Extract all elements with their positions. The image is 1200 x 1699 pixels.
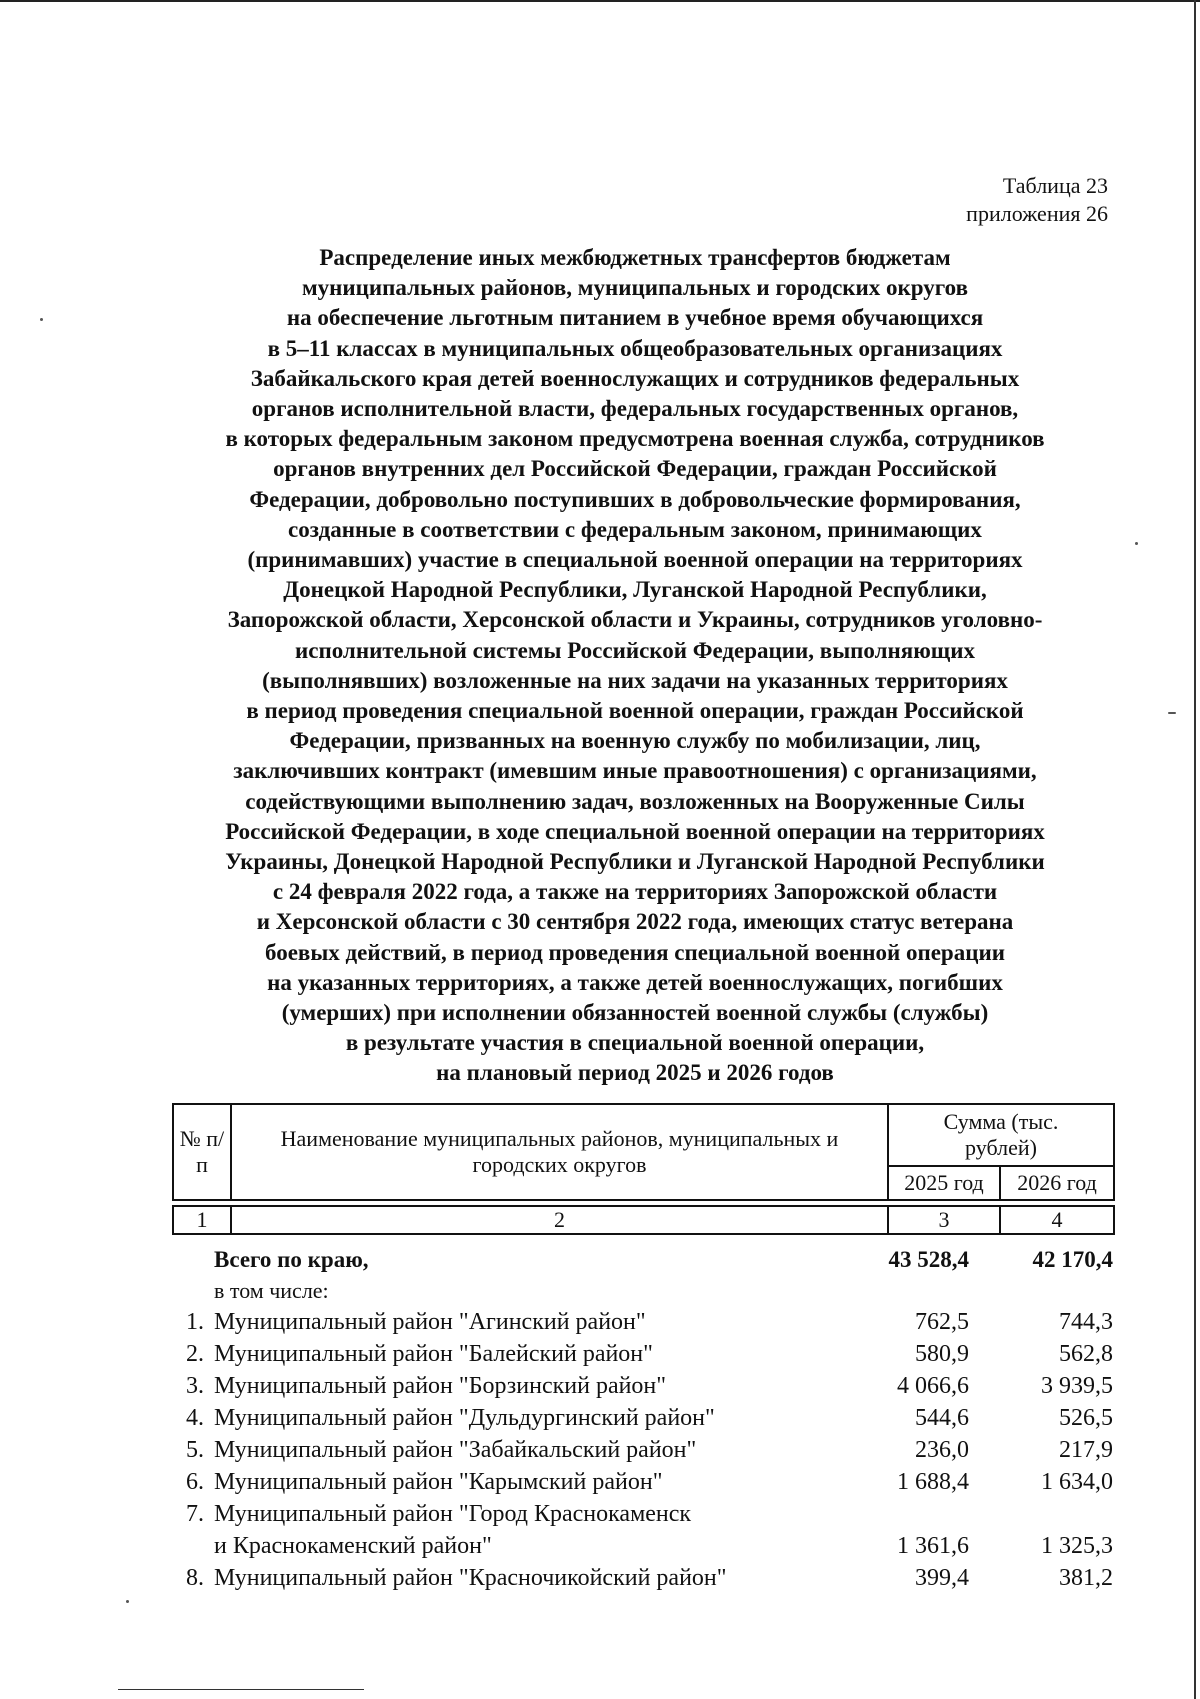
row-2026: 562,8 [1059,1341,1113,1367]
row-2025: 580,9 [915,1341,969,1367]
row-number: 6. [186,1469,204,1495]
title-line: на плановый период 2025 и 2026 годов [436,1060,834,1086]
table-row [172,1434,1113,1466]
row-2026: 217,9 [1059,1437,1113,1463]
table-row [172,1562,1113,1594]
row-number: 8. [186,1565,204,1591]
document-title [150,243,1120,1089]
header-year-2025: 2025 год [888,1166,1000,1200]
row-name: Муниципальный район "Карымский район" [214,1469,663,1495]
row-name: Муниципальный район "Балейский район" [214,1341,653,1367]
title-line: созданные в соответствии с федеральным законом, принимающих [288,516,982,542]
row-2025: 4 066,6 [897,1373,969,1399]
scan-bottom-line [118,1689,364,1690]
title-line: Украины, Донецкой Народной Республики и Луганской Народной Республики [225,849,1045,875]
including-row [172,1276,1113,1306]
row-2026: 744,3 [1059,1309,1113,1335]
scan-top-edge [0,0,1200,2]
title-line: и Херсонской области с 30 сентября 2022 года, имеющих статус ветерана [256,909,1014,935]
title-line: муниципальных районов, муниципальных и городских округов [301,275,968,301]
table-row [172,1338,1113,1370]
table-row [172,1498,1113,1562]
row-name: Муниципальный район "Забайкальский район" [214,1437,697,1463]
title-line: в 5–11 классах в муниципальных общеобразовательных организациях [267,335,1003,361]
title-line: (умерших) при исполнении обязанностей военной службы (службы) [281,1000,989,1026]
row-2026: 381,2 [1059,1565,1113,1591]
header-num-cell [173,1104,231,1200]
row-name: Муниципальный район "Борзинский район" [214,1373,667,1399]
total-2026: 42 170,4 [1032,1247,1113,1272]
header-num: № п/п [179,1126,225,1177]
row-name-line: и Краснокаменский район" [214,1533,492,1559]
header-sum-cell [888,1104,1114,1166]
table-body [172,1238,1113,1594]
title-line: заключивших контракт (имевшим иные правоотношения) с организациями, [233,758,1037,784]
scan-speck [126,1600,129,1603]
title-line: на обеспечение льготным питанием в учебное время обучающихся [286,305,984,331]
title-line: с 24 февраля 2022 года, а также на территориях Запорожской области [272,879,998,905]
row-name: Муниципальный район "Красночикойский район" [214,1565,727,1591]
row-2025: 1 361,6 [897,1533,969,1559]
table-row [172,1466,1113,1498]
including-label: в том числе: [214,1278,329,1303]
column-number: 3 [888,1206,1000,1234]
scan-right-edge [1194,0,1196,1699]
title-line: Федерации, добровольно поступивших в добровольческие формирования, [249,486,1021,512]
row-name-line: Муниципальный район "Город Краснокаменск [214,1501,692,1527]
title-line: Запорожской области, Херсонской области и Украины, сотрудников уголовно- [227,607,1043,633]
row-2026: 3 939,5 [1041,1373,1113,1399]
table-row [172,1402,1113,1434]
title-line: (принимавших) участие в специальной военной операции на территориях [247,547,1023,573]
row-2026: 1 634,0 [1041,1469,1113,1495]
appendix-number: приложения 26 [966,201,1108,226]
row-2025: 236,0 [915,1437,969,1463]
title-line: содействующими выполнению задач, возложенных на Вооруженные Силы [245,788,1025,814]
row-number: 3. [186,1373,204,1399]
title-line: боевых действий, в период проведения специальной военной операции [265,939,1005,965]
table-number: Таблица 23 [1002,173,1108,198]
scan-speck [40,318,43,321]
row-2026: 1 325,3 [1041,1533,1113,1559]
title-line: (выполнявших) возложенные на них задачи на указанных территориях [262,667,1008,693]
row-number: 7. [186,1501,204,1527]
title-line: Донецкой Народной Республики, Луганской Народной Республики, [283,577,987,603]
table-row [172,1306,1113,1338]
scan-speck [1135,542,1138,545]
title-line: в которых федеральным законом предусмотрена военная служба, сотрудников [225,426,1045,452]
table-row [172,1370,1113,1402]
table-reference [966,172,1108,228]
column-number: 2 [231,1206,888,1234]
total-label: Всего по краю, [214,1247,369,1272]
total-2025: 43 528,4 [888,1247,969,1272]
row-2025: 544,6 [915,1405,969,1431]
title-line: органов исполнительной власти, федеральных государственных органов, [251,396,1019,422]
column-numbers-row [172,1205,1115,1235]
title-line: органов внутренних дел Российской Федерации, граждан Российской [273,456,997,482]
row-name [212,1498,863,1562]
title-line: Распределение иных межбюджетных трансфертов бюджетам [319,245,951,270]
row-number: 1. [186,1309,204,1335]
title-line: Забайкальского края детей военнослужащих и сотрудников федеральных [250,365,1020,391]
row-2025: 399,4 [915,1565,969,1591]
title-line: Федерации, призванных на военную службу по мобилизации, лиц, [289,728,981,754]
table-header [172,1103,1115,1201]
row-number: 4. [186,1405,204,1431]
title-line: Российской Федерации, в ходе специальной военной операции на территориях [225,818,1045,844]
title-line: исполнительной системы Российской Федерации, выполняющих [295,637,975,663]
row-name: Муниципальный район "Дульдургинский район" [214,1405,715,1431]
header-year-2026: 2026 год [1000,1166,1114,1200]
column-number: 4 [1000,1206,1114,1234]
row-number: 5. [186,1437,204,1463]
header-name-cell [231,1104,888,1200]
row-2026: 526,5 [1059,1405,1113,1431]
header-name: Наименование муниципальных районов, муниципальных и городских округов [280,1126,839,1177]
title-line: на указанных территориях, а также детей военнослужащих, погибших [267,969,1003,995]
row-2025: 762,5 [915,1309,969,1335]
title-line: в период проведения специальной военной операции, граждан Российской [246,698,1024,724]
row-number: 2. [186,1341,204,1367]
total-row [172,1244,1113,1276]
title-line: в результате участия в специальной военной операции, [345,1030,925,1056]
row-2025: 1 688,4 [897,1469,969,1495]
scan-speck [1168,712,1176,714]
column-number: 1 [173,1206,231,1234]
header-sum: Сумма (тыс. рублей) [943,1109,1059,1160]
row-name: Муниципальный район "Агинский район" [214,1309,646,1335]
